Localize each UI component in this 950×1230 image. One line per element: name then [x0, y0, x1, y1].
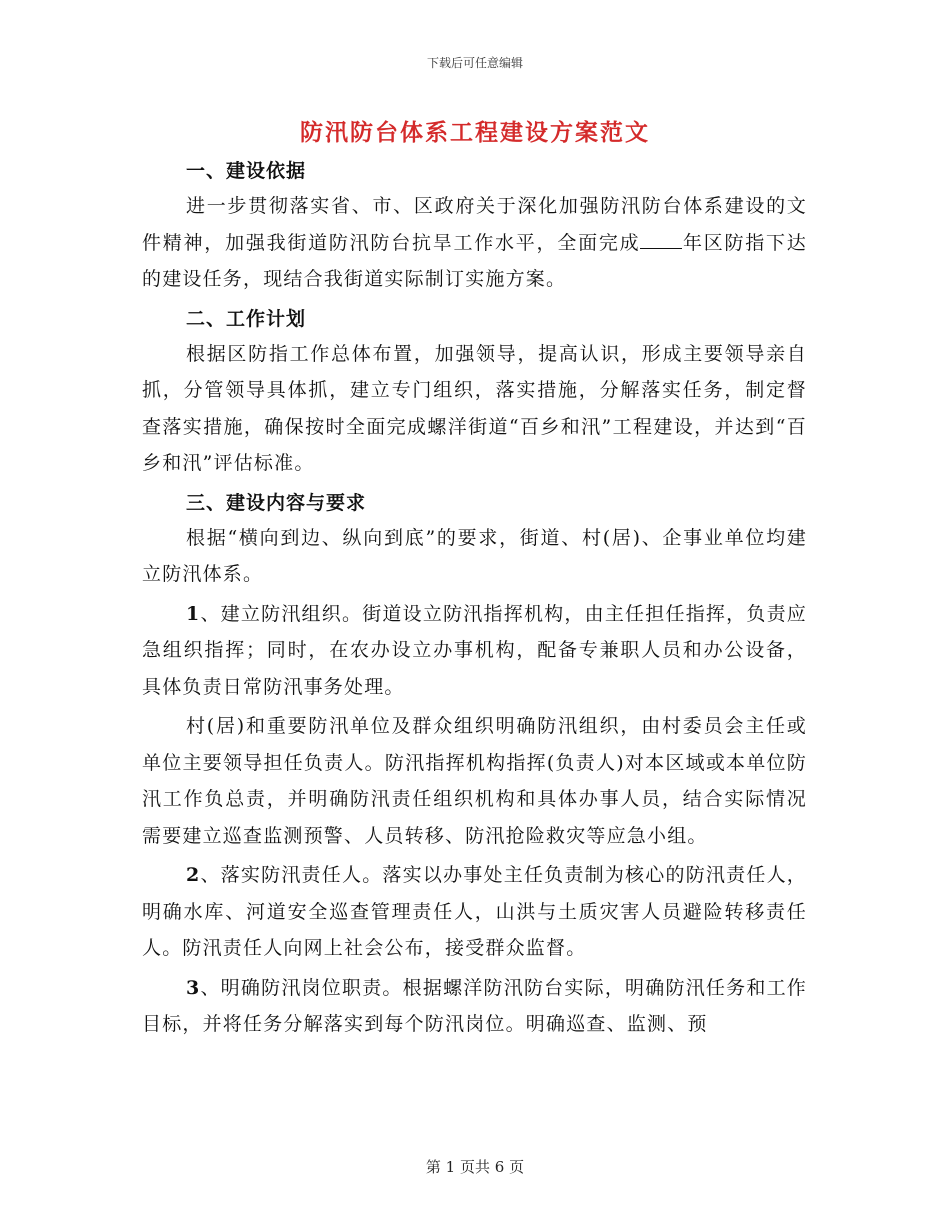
section-heading-basis: 一、建设依据: [186, 160, 307, 182]
list-item-2: [142, 857, 807, 967]
list-item-1: [142, 596, 807, 706]
paragraph-basis-part1: 进一步贯彻落实省、市、区政府关于深化加强防汛防台体系建设的文件精神，加强我街道防汛防台抗旱工作水平，全面完成: [142, 195, 807, 254]
page-footer: 第 1 页共 6 页: [425, 1158, 525, 1176]
year-blank: [640, 232, 682, 249]
paragraph-basis-part2: 年区防指下达的建设任务，现结合我街道实际制订实施方案。: [142, 231, 807, 290]
list-item-3-text: 、明确防汛岗位职责。根据螺洋防汛防台实际，明确防汛任务和工作目标，并将任务分解落实到每个防汛岗位。明确巡查、监测、预: [142, 976, 807, 1035]
list-item-3: [142, 970, 807, 1043]
list-item-3-number: 3: [186, 976, 201, 999]
document-body: [142, 154, 807, 1043]
section-heading-content: 三、建设内容与要求: [186, 491, 367, 514]
paragraph-basis: [142, 188, 807, 298]
paragraph-plan: 根据区防指工作总体布置，加强领导，提高认识，形成主要领导亲自抓，分管领导具体抓，建立专门组织，落实措施，分解落实任务，制定督查落实措施，确保按时全面完成螺洋街道“百乡和汛”工程建设，并达到“百乡和汛”评估标准。: [142, 342, 807, 474]
list-item-1-text: 、建立防汛组织。街道设立防汛指挥机构，由主任担任指挥，负责应急组织指挥；同时，在农办设立办事机构，配备专兼职人员和办公设备，具体负责日常防汛事务处理。: [142, 602, 807, 698]
list-item-2-number: 2: [186, 864, 201, 886]
list-item-2-text: 、落实防汛责任人。落实以办事处主任负责制为核心的防汛责任人，明确水库、河道安全巡查管理责任人，山洪与土质灾害人员避险转移责任人。防汛责任人向网上社会公布，接受群众监督。: [142, 864, 807, 959]
paragraph-content-intro: 根据“横向到边、纵向到底”的要求，街道、村(居)、企事业单位均建立防汛体系。: [142, 526, 807, 585]
section-heading-plan: 二、工作计划: [186, 307, 307, 330]
paragraph-village-organization: 村(居)和重要防汛单位及群众组织明确防汛组织，由村委员会主任或单位主要领导担任负责人。防汛指挥机构指挥(负责人)对本区域或本单位防汛工作负总责，并明确防汛责任组织机构和具体办事人员，结合实际情况需要建立巡查监测预警、人员转移、防汛抢险救灾等应急小组。: [142, 715, 807, 847]
header-note: 下载后可任意编辑: [426, 56, 523, 70]
document-title: 防汛防台体系工程建设方案范文: [300, 119, 650, 146]
list-item-1-number: 1: [186, 602, 201, 625]
